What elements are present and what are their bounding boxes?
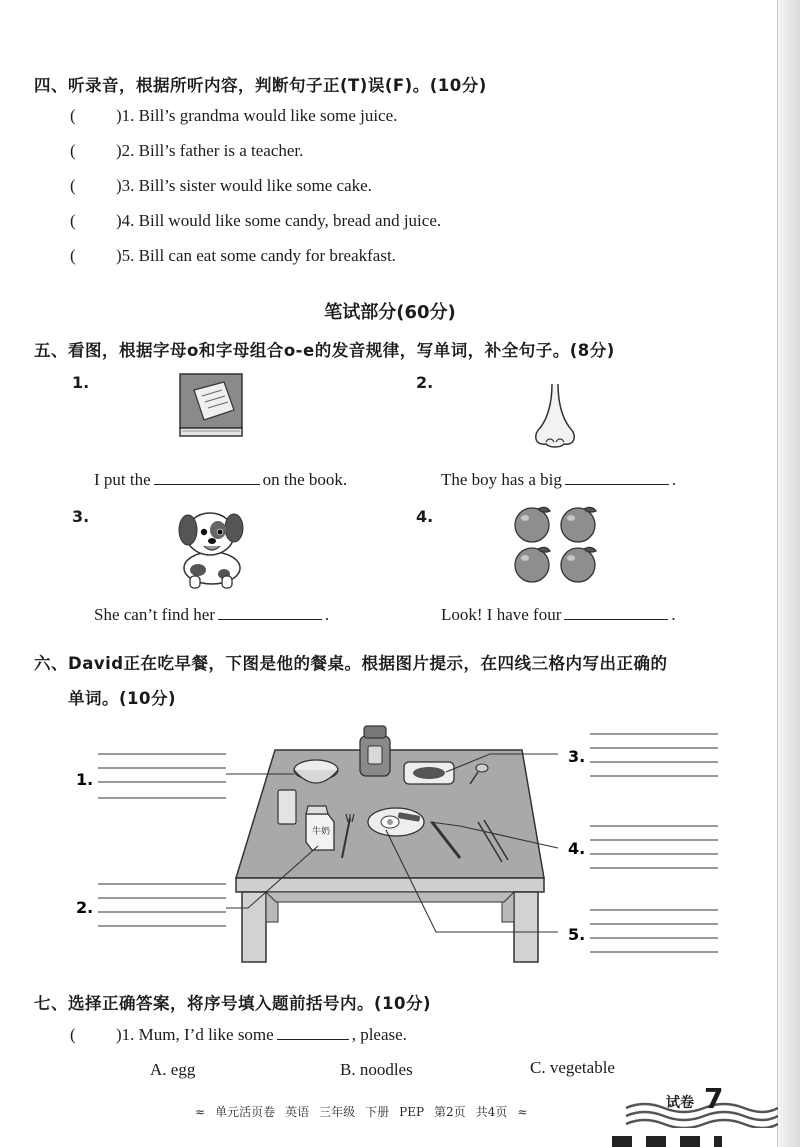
item-number: 2. — [416, 373, 434, 392]
table-label-4: 4. — [568, 839, 586, 858]
item-number: 4. — [416, 507, 434, 526]
footer-subject: 英语 — [285, 1105, 310, 1119]
writing-grid-4[interactable] — [590, 826, 718, 868]
option-c[interactable]: C. vegetable — [530, 1058, 615, 1077]
tf-item-3: ( )3. Bill’s sister would like some cake. — [70, 176, 372, 195]
section4-heading: 四、听录音，根据所听内容，判断句子正(T)误(F)。(10分) — [34, 76, 487, 95]
answer-paren[interactable]: ( — [70, 246, 76, 265]
section6-heading-line2: 单词。(10分) — [68, 689, 177, 708]
breakfast-table-figure — [60, 718, 740, 980]
writing-grid-1[interactable] — [98, 754, 226, 798]
fill-sentence-3: She can’t find her . — [94, 605, 330, 624]
footer-edition: PEP — [399, 1105, 425, 1119]
tf-item-5: ( )5. Bill can eat some candy for breakfast. — [70, 246, 396, 265]
item-number: 1. — [72, 373, 90, 392]
item-number: 3. — [72, 507, 90, 526]
option-a[interactable]: A. egg — [150, 1060, 196, 1079]
fill-sentence-1: I put the on the book. — [94, 470, 348, 489]
answer-paren[interactable]: ( — [70, 211, 76, 230]
writing-grid-2[interactable] — [98, 884, 226, 926]
writing-grid-3[interactable] — [590, 734, 718, 776]
table-label-1: 1. — [76, 770, 94, 789]
footer-wave-right: ≈ — [517, 1105, 528, 1119]
tf-item-2: ( )2. Bill’s father is a teacher. — [70, 141, 304, 160]
oranges-picture — [510, 503, 604, 587]
footer-page: 第2页 — [434, 1105, 466, 1119]
table-label-5: 5. — [568, 925, 586, 944]
answer-paren[interactable]: ( — [70, 141, 76, 160]
answer-blank[interactable] — [564, 619, 668, 620]
answer-paren[interactable]: ( — [70, 176, 76, 195]
option-b[interactable]: B. noodles — [340, 1060, 413, 1079]
footer-wave-left: ≈ — [195, 1105, 206, 1119]
section6-heading-line1: 六、David正在吃早餐，下图是他的餐桌。根据图片提示，在四线三格内写出正确的 — [34, 654, 668, 673]
nose-picture — [530, 382, 580, 450]
paper-tag-label: 试卷 — [666, 1095, 694, 1111]
footer-term: 下册 — [365, 1105, 390, 1119]
paper-number: 7 — [704, 1082, 724, 1115]
footer-total: 共4页 — [475, 1105, 508, 1119]
bottom-edge-marks — [612, 1136, 722, 1147]
written-part-title: 笔试部分(60分) — [324, 302, 456, 323]
answer-blank[interactable] — [218, 619, 322, 620]
section5-heading: 五、看图，根据字母o和字母组合o-e的发音规律，写单词，补全句子。(8分) — [34, 341, 615, 360]
tf-item-1: ( )1. Bill’s grandma would like some juice. — [70, 106, 398, 125]
footer-series: 单元活页卷 — [215, 1105, 276, 1119]
writing-grid-5[interactable] — [590, 910, 718, 952]
note-on-book-picture — [172, 368, 247, 440]
page-footer — [195, 1103, 537, 1120]
table-label-2: 2. — [76, 898, 94, 917]
answer-blank[interactable] — [154, 484, 260, 485]
choice-question-1: ( )1. Mum, I’d like some , please. — [70, 1025, 407, 1044]
answer-paren[interactable]: ( — [70, 1025, 76, 1044]
footer-wave-decoration — [624, 1098, 778, 1128]
answer-paren[interactable]: ( — [70, 106, 76, 125]
tf-item-4: ( )4. Bill would like some candy, bread and juice. — [70, 211, 442, 230]
footer-grade: 三年级 — [319, 1105, 356, 1119]
answer-blank[interactable] — [565, 484, 669, 485]
dog-picture — [166, 500, 258, 592]
fill-sentence-4: Look! I have four . — [441, 605, 676, 624]
milk-box-label: 牛奶 — [312, 827, 331, 837]
answer-blank[interactable] — [277, 1039, 349, 1040]
table-label-3: 3. — [568, 747, 586, 766]
page-edge — [777, 0, 800, 1147]
fill-sentence-2: The boy has a big . — [441, 470, 677, 489]
section7-heading: 七、选择正确答案，将序号填入题前括号内。(10分) — [34, 994, 432, 1013]
